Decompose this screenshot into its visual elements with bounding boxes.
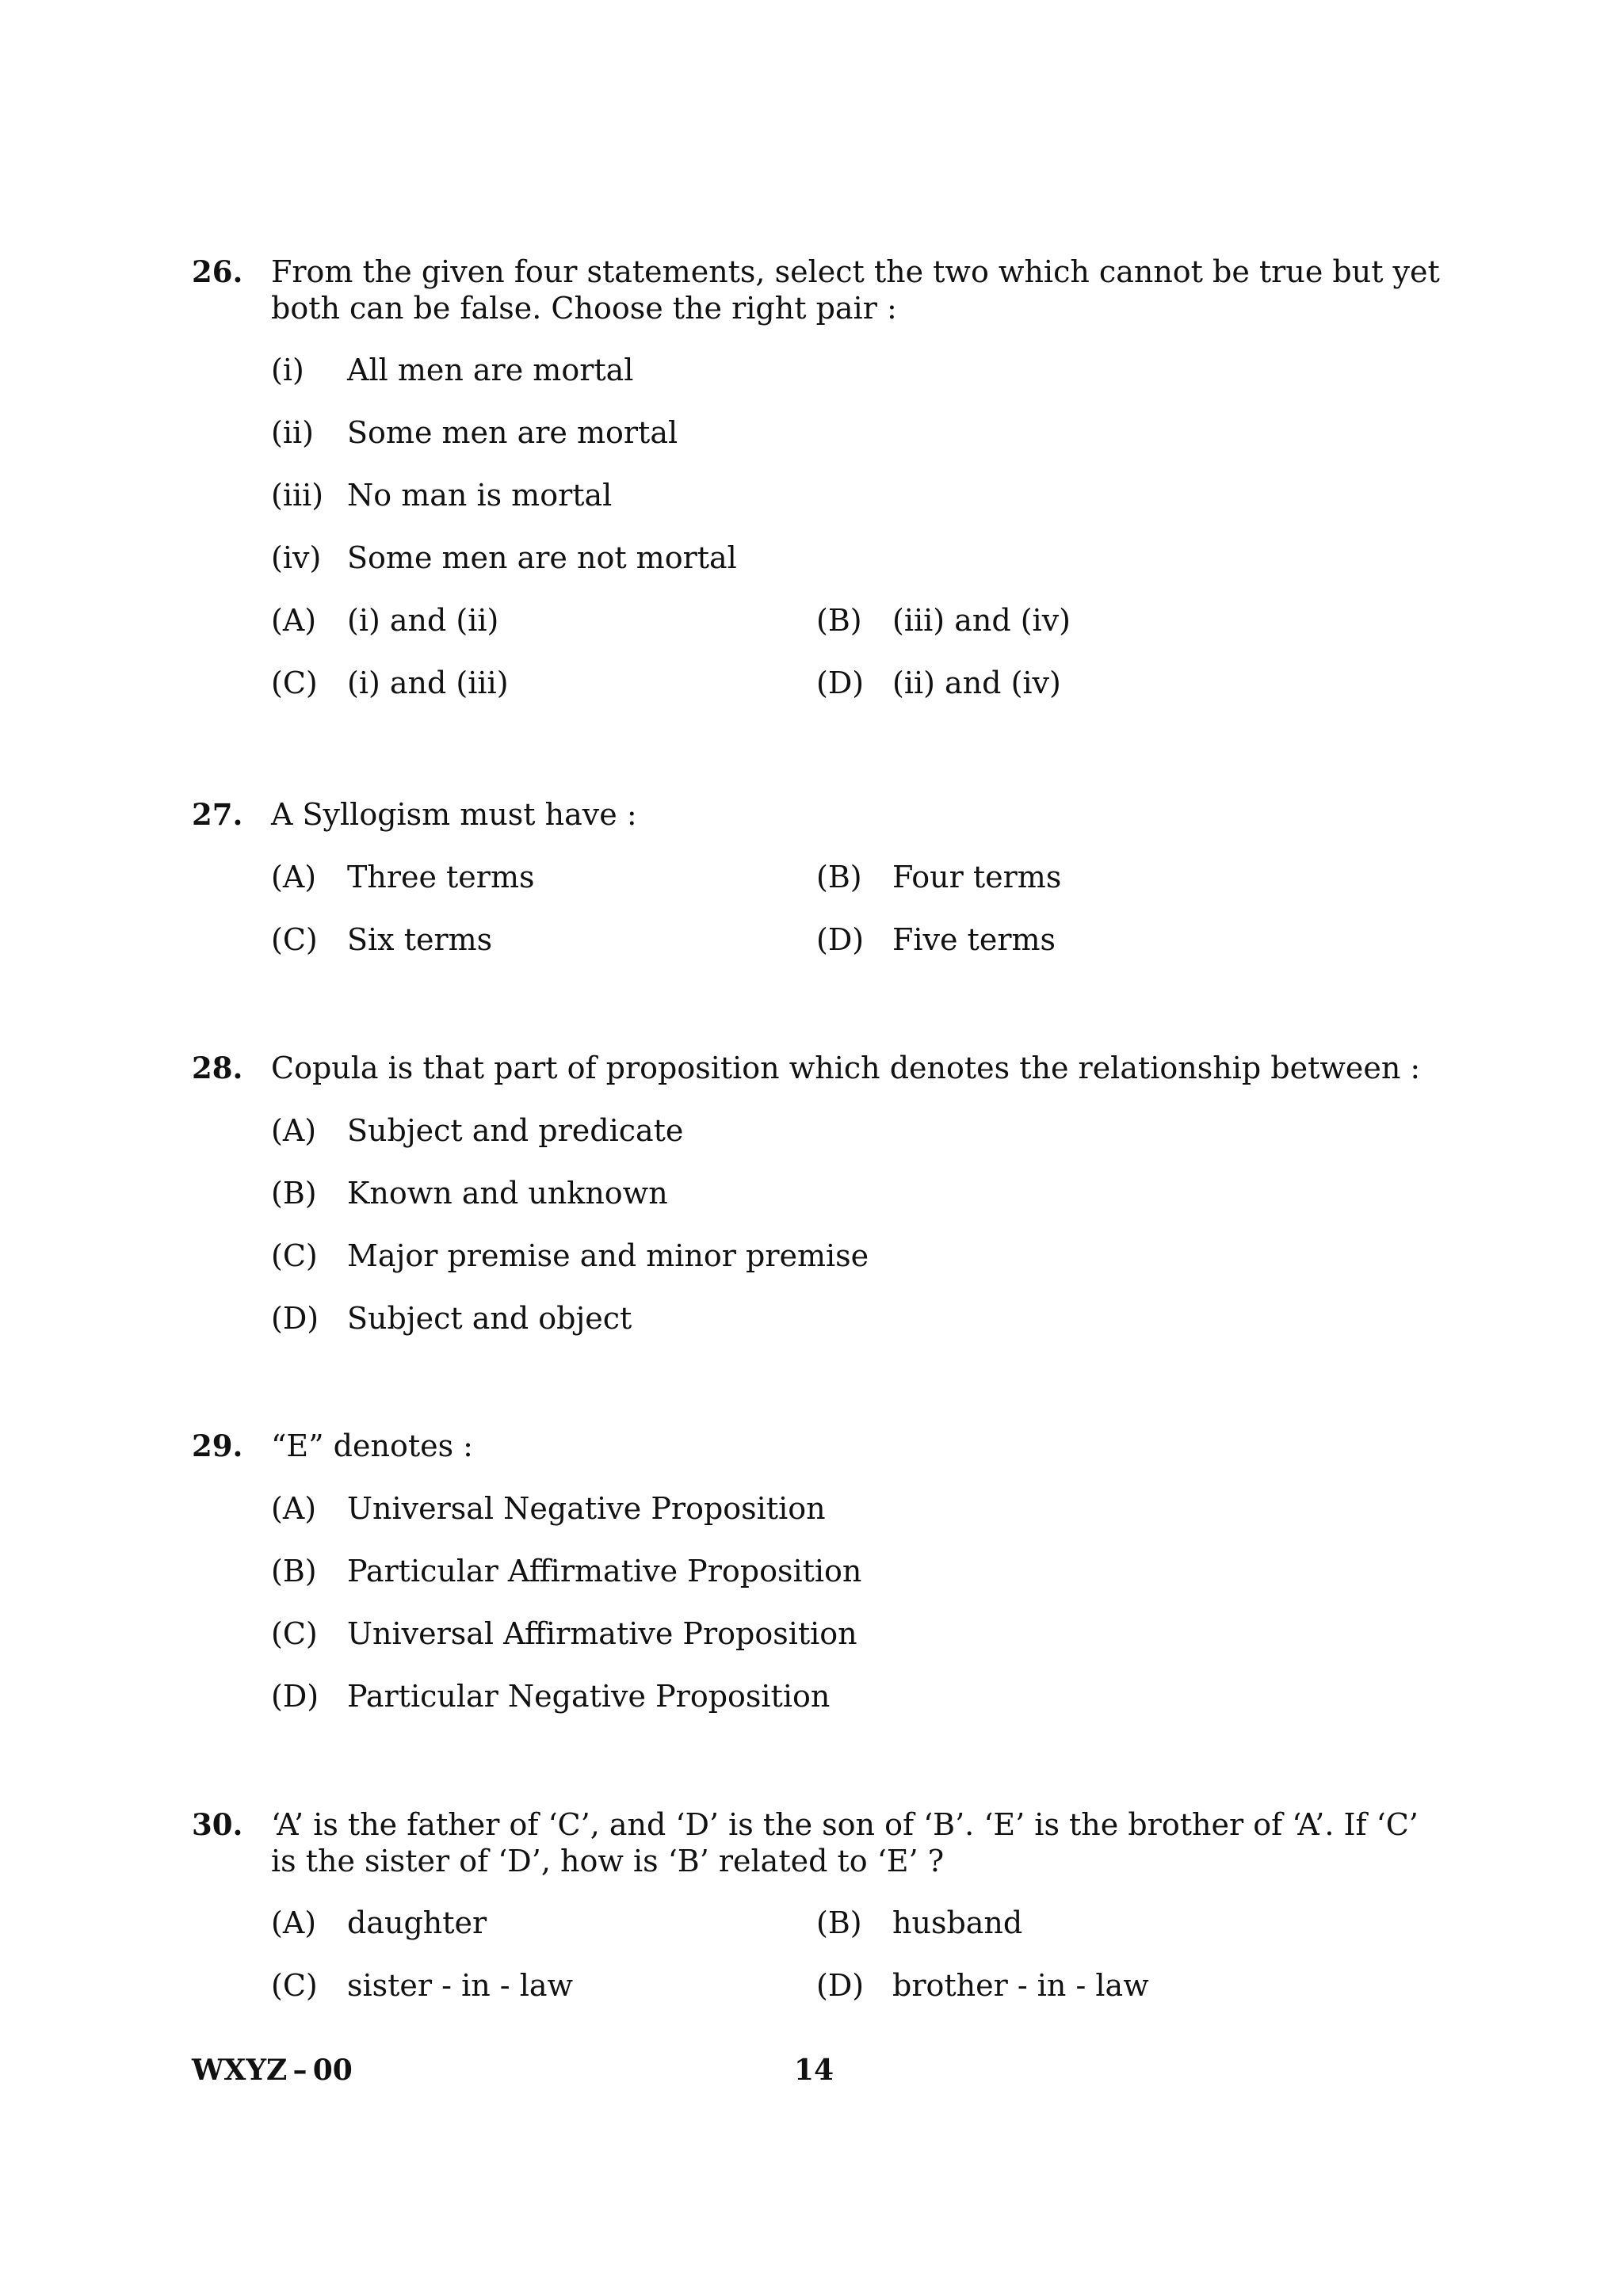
option-text: husband (892, 1905, 1023, 1940)
option-label: (C) (271, 666, 318, 700)
option-label: (C) (271, 922, 318, 957)
question-text: Copula is that part of proposition which denotes the relationship between : (271, 1051, 1421, 1085)
option-text: Five terms (892, 922, 1056, 957)
option-text: Particular Affirmative Proposition (347, 1554, 862, 1589)
option-text: Universal Affirmative Proposition (347, 1616, 857, 1651)
option-label: (C) (271, 1238, 318, 1273)
option-text: (i) and (ii) (347, 603, 499, 638)
statement-text: Some men are not mortal (347, 540, 737, 575)
option-text: (iii) and (iv) (892, 603, 1071, 638)
option-text: Three terms (347, 860, 535, 894)
question-text: ‘A’ is the father of ‘C’, and ‘D’ is the son of ‘B’. ‘E’ is the brother of ‘A’. If ‘C’ is the sister of ‘D’, how is ‘B’ related to ‘E’ ? (271, 1807, 1419, 1878)
question-text: From the given four statements, select the two which cannot be true but yet both can be false. Choose the right pair : (271, 254, 1440, 326)
question-number: 28. (192, 1051, 243, 1085)
option-text: Subject and predicate (347, 1113, 684, 1148)
statement-label: (iii) (271, 478, 324, 513)
question-text: “E” denotes : (271, 1428, 473, 1463)
statement-label: (i) (271, 353, 304, 387)
option-text: Universal Negative Proposition (347, 1491, 826, 1526)
option-text: (ii) and (iv) (892, 666, 1061, 700)
question-number: 27. (192, 797, 243, 832)
option-text: brother - in - law (892, 1968, 1149, 2003)
option-text: Known and unknown (347, 1176, 668, 1211)
option-label: (A) (271, 1113, 317, 1148)
question-number: 30. (192, 1807, 243, 1842)
option-label: (D) (271, 1679, 319, 1714)
option-text: Subject and object (347, 1301, 632, 1336)
option-text: (i) and (iii) (347, 666, 509, 700)
option-label: (A) (271, 1491, 317, 1526)
option-text: Major premise and minor premise (347, 1238, 869, 1273)
paper-code: WXYZ – 00 (192, 2054, 353, 2087)
option-text: daughter (347, 1905, 487, 1940)
option-label: (B) (816, 860, 862, 894)
option-label: (B) (271, 1554, 317, 1589)
option-label: (A) (271, 603, 317, 638)
option-label: (B) (816, 603, 862, 638)
statement-text: No man is mortal (347, 478, 613, 513)
statement-text: All men are mortal (347, 353, 634, 387)
page-number: 14 (794, 2054, 834, 2087)
question-number: 29. (192, 1428, 243, 1463)
option-label: (B) (816, 1905, 862, 1940)
option-label: (D) (816, 1968, 865, 2003)
option-text: Six terms (347, 922, 493, 957)
option-text: Four terms (892, 860, 1062, 894)
option-label: (B) (271, 1176, 317, 1211)
option-label: (C) (271, 1968, 318, 2003)
option-label: (A) (271, 860, 317, 894)
option-label: (D) (816, 922, 865, 957)
option-text: sister - in - law (347, 1968, 574, 2003)
option-text: Particular Negative Proposition (347, 1679, 831, 1714)
statement-text: Some men are mortal (347, 415, 678, 450)
option-label: (D) (816, 666, 865, 700)
statement-label: (iv) (271, 540, 322, 575)
question-text: A Syllogism must have : (271, 797, 637, 832)
option-label: (C) (271, 1616, 318, 1651)
question-number: 26. (192, 254, 243, 289)
option-label: (A) (271, 1905, 317, 1940)
statement-label: (ii) (271, 415, 314, 450)
option-label: (D) (271, 1301, 319, 1336)
